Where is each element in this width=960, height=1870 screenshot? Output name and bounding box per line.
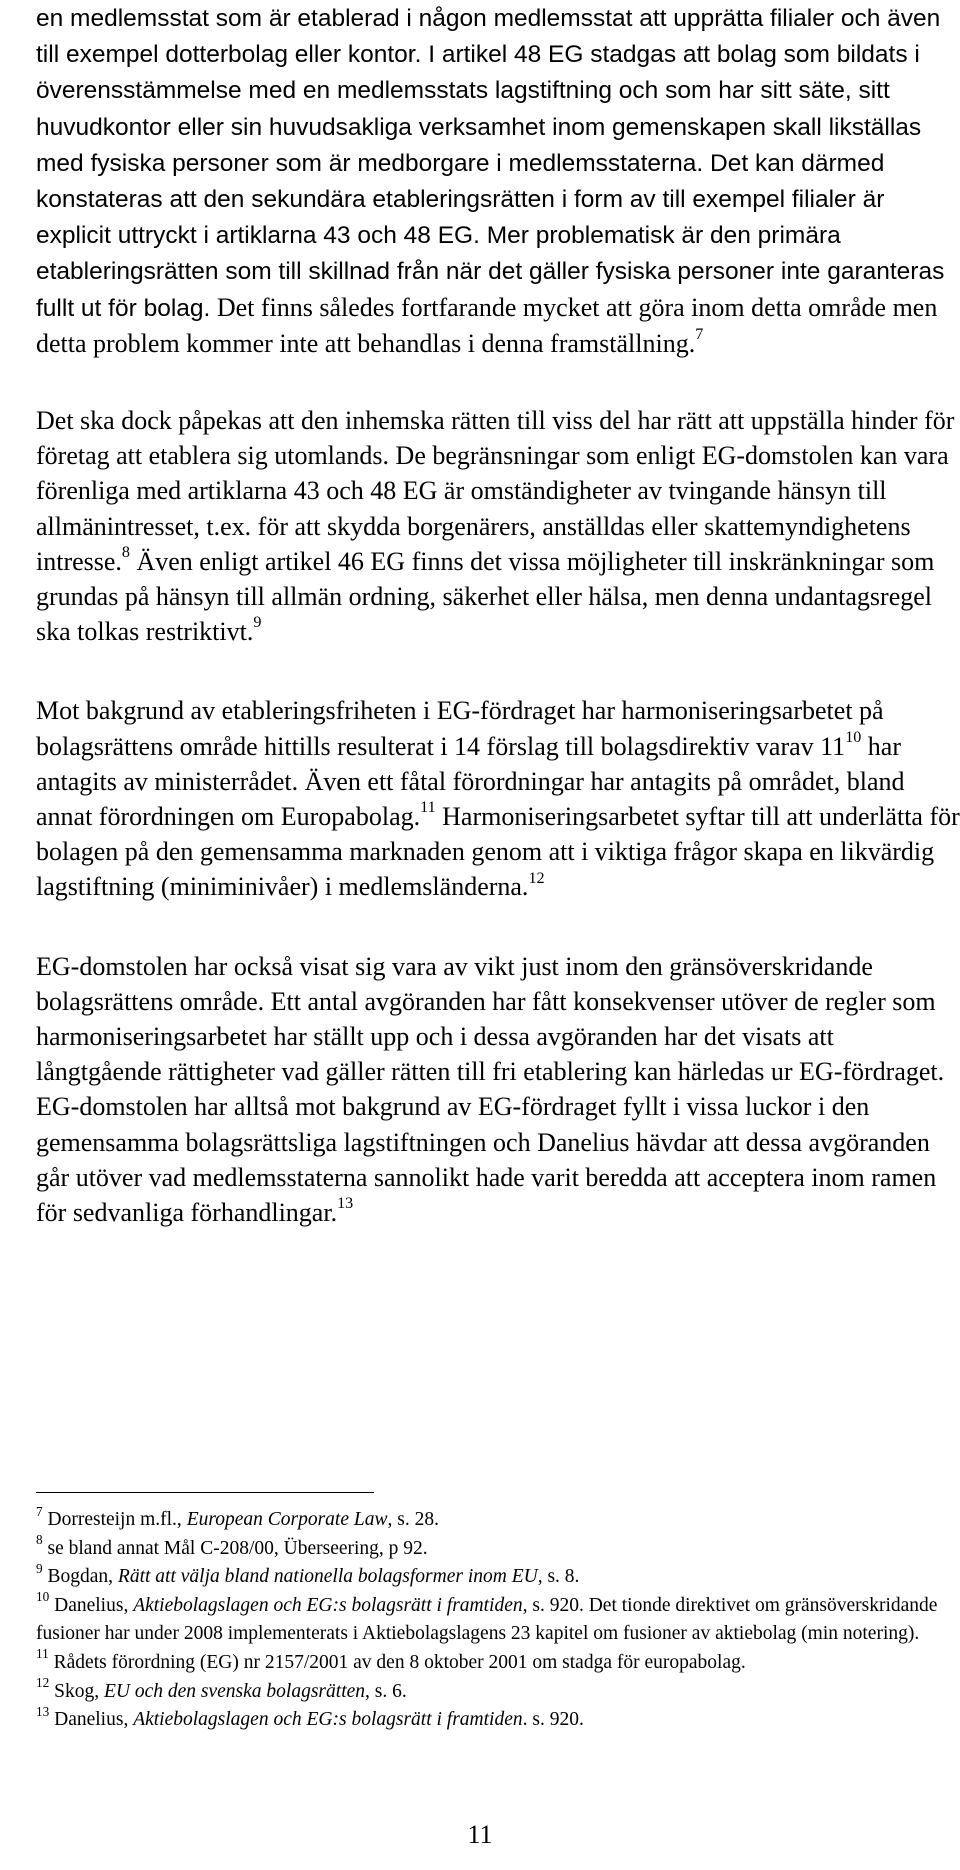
footnote-text: , s. 920. Det tionde direktivet om gränsöverskridande fusioner har under 2008 implementerats i Aktiebolagslagens 23 kapitel om fusioner av aktiebolag (min notering). <box>36 1594 938 1645</box>
footnote-text: Skog, <box>54 1680 104 1702</box>
page-number: 11 <box>467 1820 493 1849</box>
footnote-text: Rådets förordning (EG) nr 2157/2001 av den 8 oktober 2001 om stadga för europabolag. <box>53 1651 746 1673</box>
footnote-number: 7 <box>36 1503 43 1519</box>
paragraph-establishment-rights <box>36 0 960 361</box>
footnote-reference[interactable]: 12 <box>528 869 545 887</box>
footnote-number: 11 <box>36 1646 49 1662</box>
footnote <box>36 1675 960 1707</box>
footnote-text: , s. 8. <box>537 1566 580 1588</box>
footnote-title: European Corporate Law <box>186 1509 388 1530</box>
paragraph-text: Det ska dock påpekas att den inhemska rätten till viss del har rätt att uppställa hinder för företag att etablera sig utomlands. De begränsningar som enligt EG-domstolen kan vara förenliga med artiklarna 43 och 48 EG är omständigheter av tvingande hänsyn till allmänintresset, t.ex. för att skydda borgenärers, anställdas eller skattemyndighetens intresse. <box>36 406 955 576</box>
footnote-reference[interactable]: 8 <box>121 543 130 561</box>
footnote-text: Bogdan, <box>47 1566 118 1588</box>
footnote-reference[interactable]: 13 <box>337 1195 354 1213</box>
footnote-title: Aktiebolagslagen och EG:s bolagsrätt i framtiden <box>133 1594 523 1616</box>
footnote-number: 13 <box>36 1703 50 1719</box>
paragraph-text: Det finns således fortfarande mycket att göra inom detta område men detta problem kommer inte att behandlas i denna framställning. <box>36 292 938 358</box>
footnote-text: . s. 920. <box>522 1709 584 1731</box>
footnote <box>36 1560 960 1592</box>
footnote-number: 12 <box>36 1675 50 1691</box>
paragraph-court-of-justice <box>36 949 960 1231</box>
footnote <box>36 1589 960 1649</box>
paragraph-text: Mot bakgrund av etableringsfriheten i EG-fördraget har harmoniseringsarbetet på bolagsrättens område hittills resulterat i 14 förslag till bolagsdirektiv varav 11 <box>36 696 884 761</box>
footnote-number: 10 <box>36 1589 50 1605</box>
footnote-reference[interactable]: 7 <box>695 325 704 343</box>
footnote-title: Rätt att välja bland nationella bolagsformer inom EU <box>117 1566 538 1588</box>
footnote <box>36 1646 960 1678</box>
footnote-reference[interactable]: 10 <box>845 728 862 746</box>
paragraph-national-restrictions <box>36 403 960 649</box>
footnote <box>36 1532 960 1564</box>
paragraph-text: EG-domstolen har också visat sig vara av vikt just inom den gränsöverskridande bolagsrättens område. Ett antal avgöranden har fått konsekvenser utöver de regler som harmoniseringsarbetet har ställt upp och i dessa avgöranden har det visats att långtgående rättigheter vad gäller rätten till fri etablering kan härledas ur EG-fördraget. EG-domstolen har alltså mot bakgrund av EG-fördraget fyllt i vissa luckor i den gemensamma bolagsrättsliga lagstiftningen och Danelius hävdar att dessa avgöranden går utöver vad medlemsstaterna sannolikt hade varit beredda att acceptera inom ramen för sedvanliga förhandlingar. <box>36 951 945 1228</box>
footnote-text: Danelius, <box>54 1594 134 1616</box>
paragraph-text: Harmoniseringsarbetet syftar till att underlätta för bolagen på den gemensamma marknaden genom att i viktiga frågor skapa en likvärdig lagstiftning (miniminivåer) i medlemsländerna. <box>36 802 960 902</box>
footnote-text: , s. 6. <box>365 1680 407 1702</box>
footnote-number: 8 <box>36 1532 43 1548</box>
footnote-text: Dorresteijn m.fl., <box>47 1509 187 1530</box>
footnote-divider <box>36 1492 374 1493</box>
footnote <box>36 1703 960 1735</box>
footnote-title: EU och den svenska bolagsrätten <box>103 1680 366 1702</box>
footnote-text: , s. 28. <box>387 1509 439 1530</box>
footnote-text: se bland annat Mål C-208/00, Überseering, p 92. <box>47 1537 428 1559</box>
paragraph-text: Även enligt artikel 46 EG finns det vissa möjligheter till inskränkningar som grundas på hänsyn till allmän ordning, säkerhet eller hälsa, men denna undantagsregel ska tolkas restriktivt. <box>36 546 935 647</box>
paragraph-text: har antagits av ministerrådet. Även ett fåtal förordningar har antagits på området, bland annat förordningen om Europabolag. <box>36 731 905 832</box>
footnote-title: Aktiebolagslagen och EG:s bolagsrätt i framtiden <box>133 1709 523 1731</box>
footnotes-section <box>36 1503 960 1735</box>
paragraph-text: en medlemsstat som är etablerad i någon medlemsstat att upprätta filialer och även till exempel dotterbolag eller kontor. I artikel 48 EG stadgas att bolag som bildats i överensstämmelse med en medlemsstats lagstiftning och som har sitt säte, sitt huvudkontor eller sin huvudsakliga verksamhet inom gemenskapen skall likställas med fysiska personer som är medborgare i medlemsstaterna. Det kan därmed konstateras att den sekundära etableringsrätten i form av till exempel filialer är explicit uttryckt i artiklarna 43 och 48 EG. Mer problematisk är den primära etableringsrätten som till skillnad från när det gäller fysiska personer inte garanteras fullt ut för bolag. <box>36 5 945 322</box>
footnote-reference[interactable]: 11 <box>420 799 436 817</box>
paragraph-harmonisation <box>36 693 960 904</box>
footnote-text: Danelius, <box>54 1709 134 1731</box>
footnote-reference[interactable]: 9 <box>253 614 262 632</box>
document-page <box>36 0 960 1230</box>
footnote <box>36 1503 960 1535</box>
footnote-number: 9 <box>36 1560 43 1576</box>
